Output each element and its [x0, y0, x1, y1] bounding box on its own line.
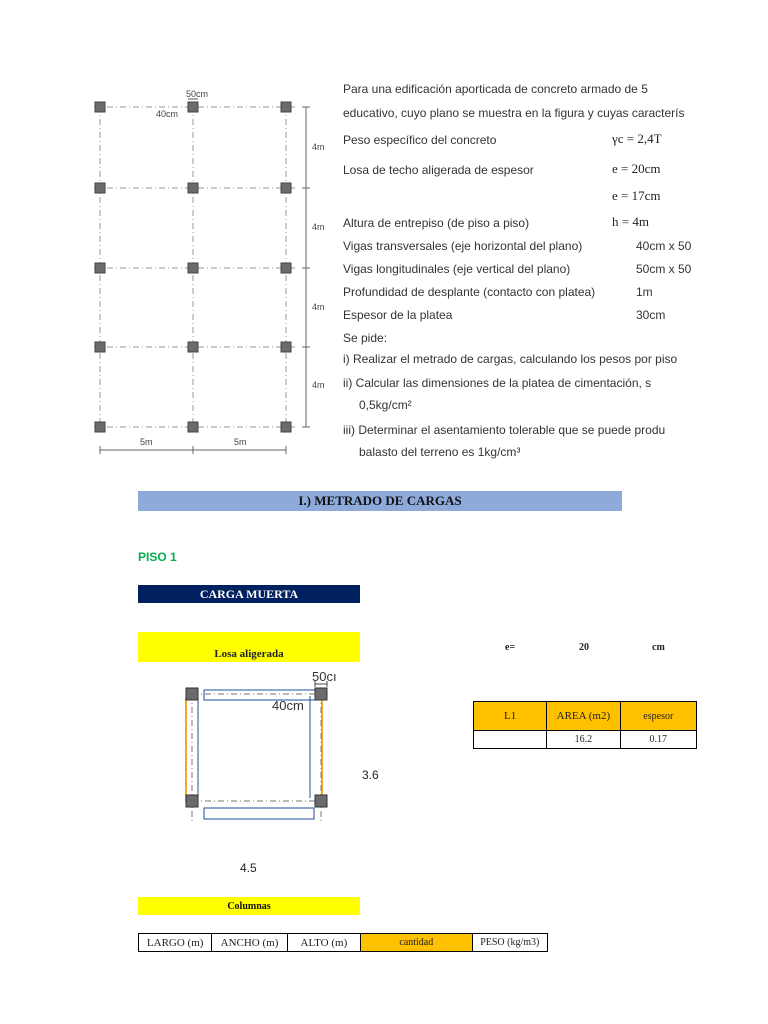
losa-cell-l1 [474, 731, 547, 749]
losa-cell-espesor: 0.17 [620, 731, 696, 749]
losa-title: Losa aligerada [214, 648, 284, 660]
losa-table [473, 701, 697, 749]
spec-value-5: 40cm x 50 [636, 239, 692, 253]
plan-story-height-1: 4m [312, 142, 325, 152]
plan-bay-width-2: 5m [234, 437, 247, 447]
plan-bay-width-1: 5m [140, 437, 153, 447]
losa-band [138, 632, 360, 662]
spec-value-6: 50cm x 50 [636, 262, 692, 276]
spec-label-8: Espesor de la platea [343, 308, 453, 322]
col-header-cantidad: cantidad [361, 934, 473, 952]
spec-value-4: h = 4m [612, 214, 649, 229]
dim-height: 3.6 [362, 768, 379, 782]
plan-col-depth-label: 40cm [156, 109, 179, 119]
plan-story-height-4: 4m [312, 380, 325, 390]
plan-story-height-2: 4m [312, 222, 325, 232]
spec-label-4: Altura de entrepiso (de piso a piso) [343, 216, 530, 230]
columnas-band: Columnas [138, 897, 360, 915]
losa-cell-area: 16.2 [547, 731, 620, 749]
structural-plan [88, 82, 328, 462]
e-value: 20 [579, 642, 589, 653]
section-title: I.) METRADO DE CARGAS [138, 491, 622, 511]
question-3-line1: iii) Determinar el asentamiento tolerable que se puede produ [343, 423, 666, 437]
spec-value-1: γc = 2,4T [612, 131, 662, 146]
spec-label-5: Vigas transversales (eje horizontal del plano) [343, 239, 583, 253]
spec-label-2: Losa de techo aligerada de espesor [343, 163, 534, 177]
question-2-line1: ii) Calcular las dimensiones de la platea de cimentación, s [343, 376, 652, 390]
losa-table-header [474, 702, 697, 731]
spec-value-7: 1m [636, 285, 653, 299]
question-1: i) Realizar el metrado de cargas, calculando los pesos por piso [343, 352, 678, 366]
dim-width: 4.5 [240, 861, 257, 875]
columnas-table-header [139, 934, 548, 952]
piso-label: PISO 1 [138, 550, 177, 564]
se-pide: Se pide: [343, 331, 388, 345]
problem-intro-1: Para una edificación aporticada de concreto armado de 5 [343, 82, 648, 96]
losa-header-espesor: espesor [620, 702, 696, 731]
spec-label-6: Vigas longitudinales (eje vertical del plano) [343, 262, 571, 276]
table-row [474, 731, 697, 749]
detail-beam-label: 40cm [272, 698, 304, 713]
spec-label-7: Profundidad de desplante (contacto con platea) [343, 285, 596, 299]
spec-label-1: Peso específico del concreto [343, 133, 497, 147]
problem-intro-2: educativo, cuyo plano se muestra en la figura y cuyas caracterís [343, 106, 685, 120]
spec-value-8: 30cm [636, 308, 666, 322]
plan-story-height-3: 4m [312, 302, 325, 312]
question-2-line2: 0,5kg/cm² [359, 398, 412, 412]
losa-header-l1: L1 [474, 702, 547, 731]
spec-value-2: e = 20cm [612, 161, 661, 176]
detail-columns [186, 688, 327, 807]
slab-detail [178, 668, 348, 828]
question-3-line2: balasto del terreno es 1kg/cm³ [359, 445, 521, 459]
col-header-ancho: ANCHO (m) [212, 934, 287, 952]
plan-col-width-label: 50cm [186, 89, 209, 99]
spec-value-3: e = 17cm [612, 188, 661, 203]
carga-muerta-band: CARGA MUERTA [138, 585, 360, 603]
col-header-peso: PESO (kg/m3) [472, 934, 547, 952]
detail-col-label: 50cı [312, 669, 337, 684]
columnas-table [138, 933, 548, 952]
col-header-largo: LARGO (m) [139, 934, 212, 952]
e-label: e= [505, 642, 516, 653]
col-header-alto: ALTO (m) [287, 934, 360, 952]
e-unit: cm [652, 642, 665, 653]
losa-header-area: AREA (m2) [547, 702, 620, 731]
